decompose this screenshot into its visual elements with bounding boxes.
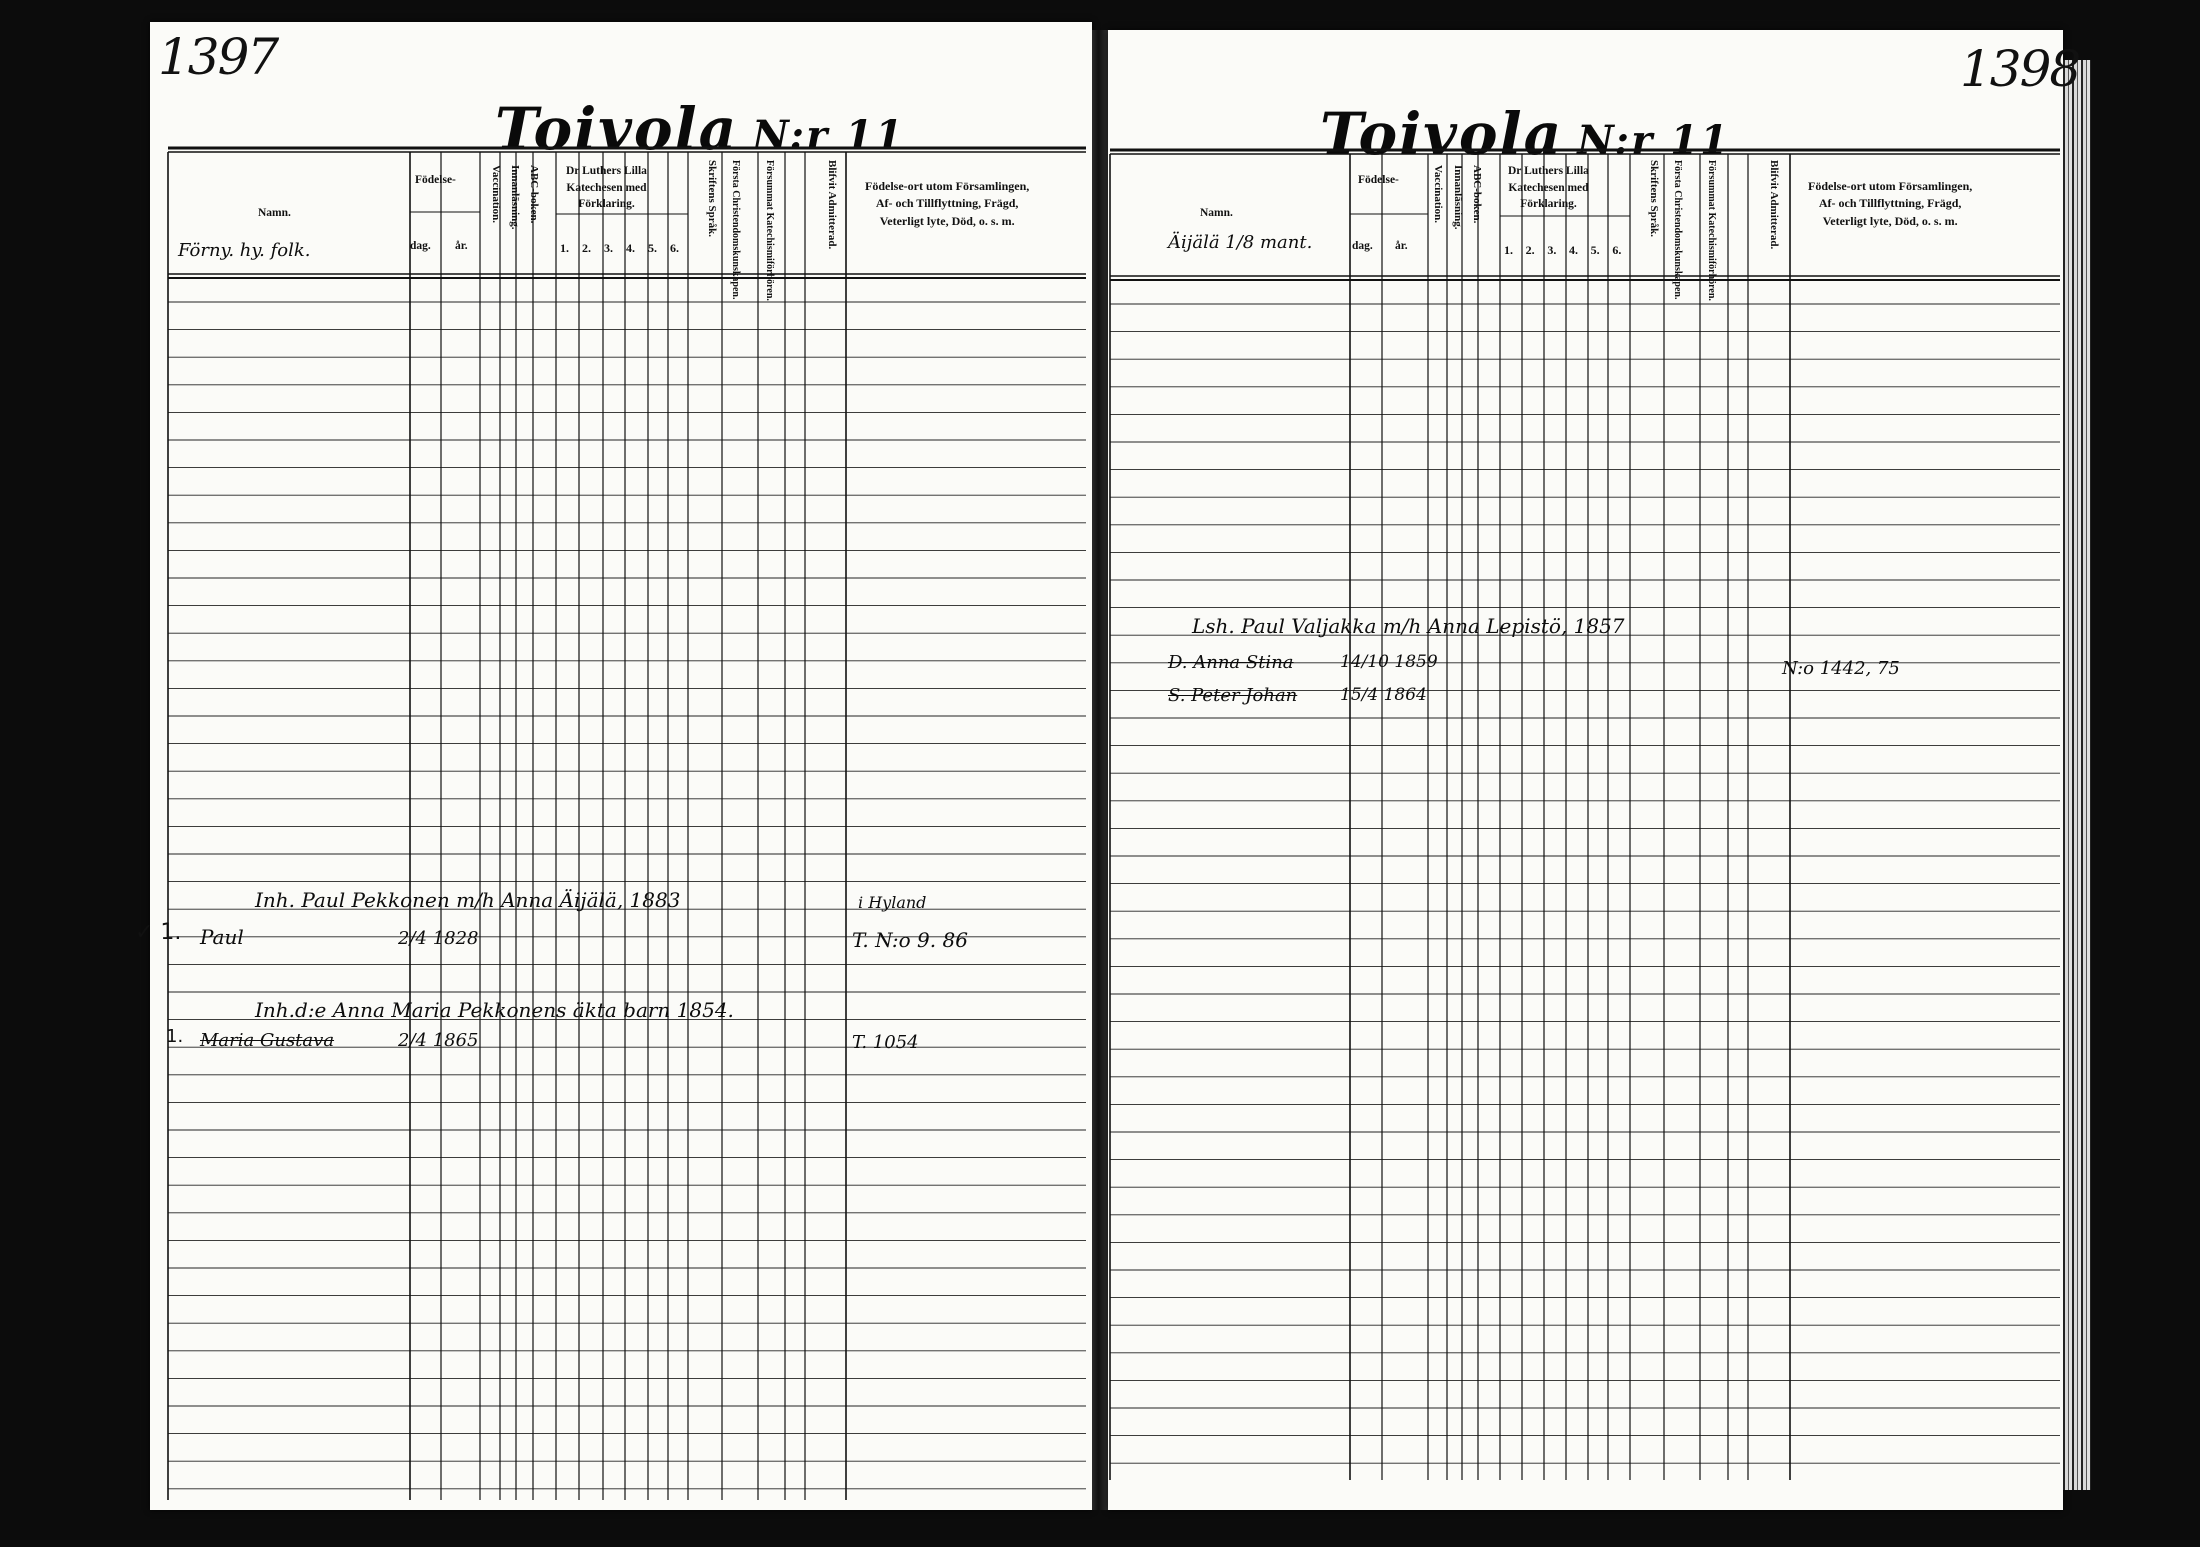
left-folio: 1397 — [158, 28, 278, 86]
left-entry2-marker: 1. — [166, 1026, 184, 1047]
header-katechesen-right — [1508, 163, 1589, 213]
fodelseort-line1-right: Födelse-ort utom Församlingen, — [1808, 179, 1973, 193]
left-entry1-date: 2/4 1828 — [398, 928, 479, 949]
katechesen-number: 5. — [648, 241, 657, 255]
left-entry2-date: 2/4 1865 — [398, 1030, 479, 1051]
header-abc-boken: ABC-boken. — [528, 165, 540, 224]
katechesen-line2-right: Katechesen med — [1508, 181, 1589, 194]
left-grid — [168, 148, 1086, 1500]
header-ar: år. — [455, 240, 468, 252]
header-katechesen — [566, 163, 647, 213]
header-namn: Namn. — [258, 207, 291, 219]
header-vaccination: Vaccination. — [490, 165, 502, 223]
katechesen-line1: Dr Luthers Lilla — [566, 165, 647, 177]
right-title-text: Toivola — [1320, 100, 1564, 168]
katechesen-number: 2. — [1525, 243, 1535, 257]
katechesen-number: 3. — [604, 241, 613, 255]
header-innanlasning-right: Innanläsning. — [1452, 165, 1464, 230]
katechesen-line3: Förklaring. — [578, 198, 635, 211]
right-entry1-child1: D. Anna Stina — [1168, 652, 1294, 673]
left-entry1-note: T. N:o 9. 86 — [852, 928, 968, 952]
header-skriftens-sprak-right: Skriftens Språk. — [1648, 160, 1660, 238]
katechesen-number: 5. — [1590, 243, 1600, 257]
katechesen-line1-right: Dr Luthers Lilla — [1508, 165, 1589, 177]
left-entry1-heading: Inh. Paul Pekkonen m/h Anna Äijälä, 1883 — [255, 888, 681, 912]
header-forsummat: Försummat Katechismiförhören. — [764, 160, 775, 301]
header-fodelseort-right — [1808, 178, 1972, 230]
right-grid — [1110, 150, 2060, 1480]
katechesen-number: 6. — [1612, 243, 1622, 257]
left-header-note: Förny. hy. folk. — [178, 240, 311, 261]
header-vaccination-right: Vaccination. — [1432, 165, 1444, 223]
right-title-number: N:r 11 — [1577, 117, 1730, 164]
fodelseort-line3-right: Veterligt lyte, Död, o. s. m. — [1822, 213, 1958, 228]
katechesen-number: 1. — [1504, 243, 1513, 257]
left-entry1-marker: ✓ 1. — [135, 920, 182, 945]
katechesen-number: 1. — [560, 241, 569, 255]
header-abc-boken-right: ABC-boken. — [1471, 165, 1483, 224]
katechesen-number: 3. — [1547, 243, 1557, 257]
katechesen-number: 4. — [1569, 243, 1578, 257]
header-blifvit-admitterad-right: Blifvit Admitterad. — [1768, 160, 1780, 250]
right-entry1-child2-date: 15/4 1864 — [1340, 685, 1427, 705]
header-dag: dag. — [410, 240, 431, 252]
katechesen-number: 6. — [670, 241, 679, 255]
header-ar-right: år. — [1395, 240, 1408, 252]
header-forsta-christendomskunskapen: Första Christendomskunskapen. — [730, 160, 741, 300]
header-innanlasning: Innanläsning. — [509, 165, 521, 230]
header-blifvit-admitterad: Blifvit Admitterad. — [826, 160, 838, 250]
left-title-text: Toivola — [495, 95, 739, 163]
katechesen-line3-right: Förklaring. — [1520, 198, 1577, 211]
left-entry2-heading: Inh.d:e Anna Maria Pekkonens äkta barn 1854. — [255, 998, 734, 1022]
header-fodelse: Födelse- — [415, 174, 456, 186]
right-header-note: Äijälä 1/8 mant. — [1168, 232, 1313, 253]
header-fodelse-right: Födelse- — [1358, 174, 1399, 186]
right-entry1-heading: Lsh. Paul Valjakka m/h Anna Lepistö, 1857 — [1192, 614, 1625, 638]
header-forsummat-right: Försummat Katechismiförhören. — [1706, 160, 1717, 301]
right-entry1-child2: S. Peter Johan — [1168, 685, 1298, 706]
left-entry1-note-top: i Hyland — [858, 893, 927, 912]
header-namn-right: Namn. — [1200, 207, 1233, 219]
fodelseort-line1: Födelse-ort utom Församlingen, — [865, 179, 1030, 193]
left-entry2-note: T. 1054 — [852, 1032, 919, 1053]
header-skriftens-sprak: Skriftens Språk. — [706, 160, 718, 238]
fodelseort-line2-right: Af- och Tillflyttning, Frägd, — [1818, 196, 1962, 211]
katechesen-number: 4. — [626, 241, 635, 255]
right-entry1-note: N:o 1442, 75 — [1782, 658, 1900, 679]
right-folio: 1398 — [1960, 40, 2080, 98]
header-dag-right: dag. — [1352, 240, 1373, 252]
fodelseort-line2: Af- och Tillflyttning, Frägd, — [875, 196, 1019, 211]
katechesen-line2: Katechesen med — [566, 181, 647, 194]
header-forsta-christendomskunskapen-right: Första Christendomskunskapen. — [1672, 160, 1683, 300]
katechesen-number: 2. — [582, 241, 591, 255]
right-entry1-child1-date: 14/10 1859 — [1340, 652, 1438, 672]
left-title-number: N:r 11 — [752, 112, 905, 159]
left-entry2-name: Maria Gustava — [200, 1030, 335, 1051]
fodelseort-line3: Veterligt lyte, Död, o. s. m. — [879, 213, 1015, 228]
left-entry1-name: Paul — [200, 925, 244, 949]
header-fodelseort — [865, 178, 1029, 230]
